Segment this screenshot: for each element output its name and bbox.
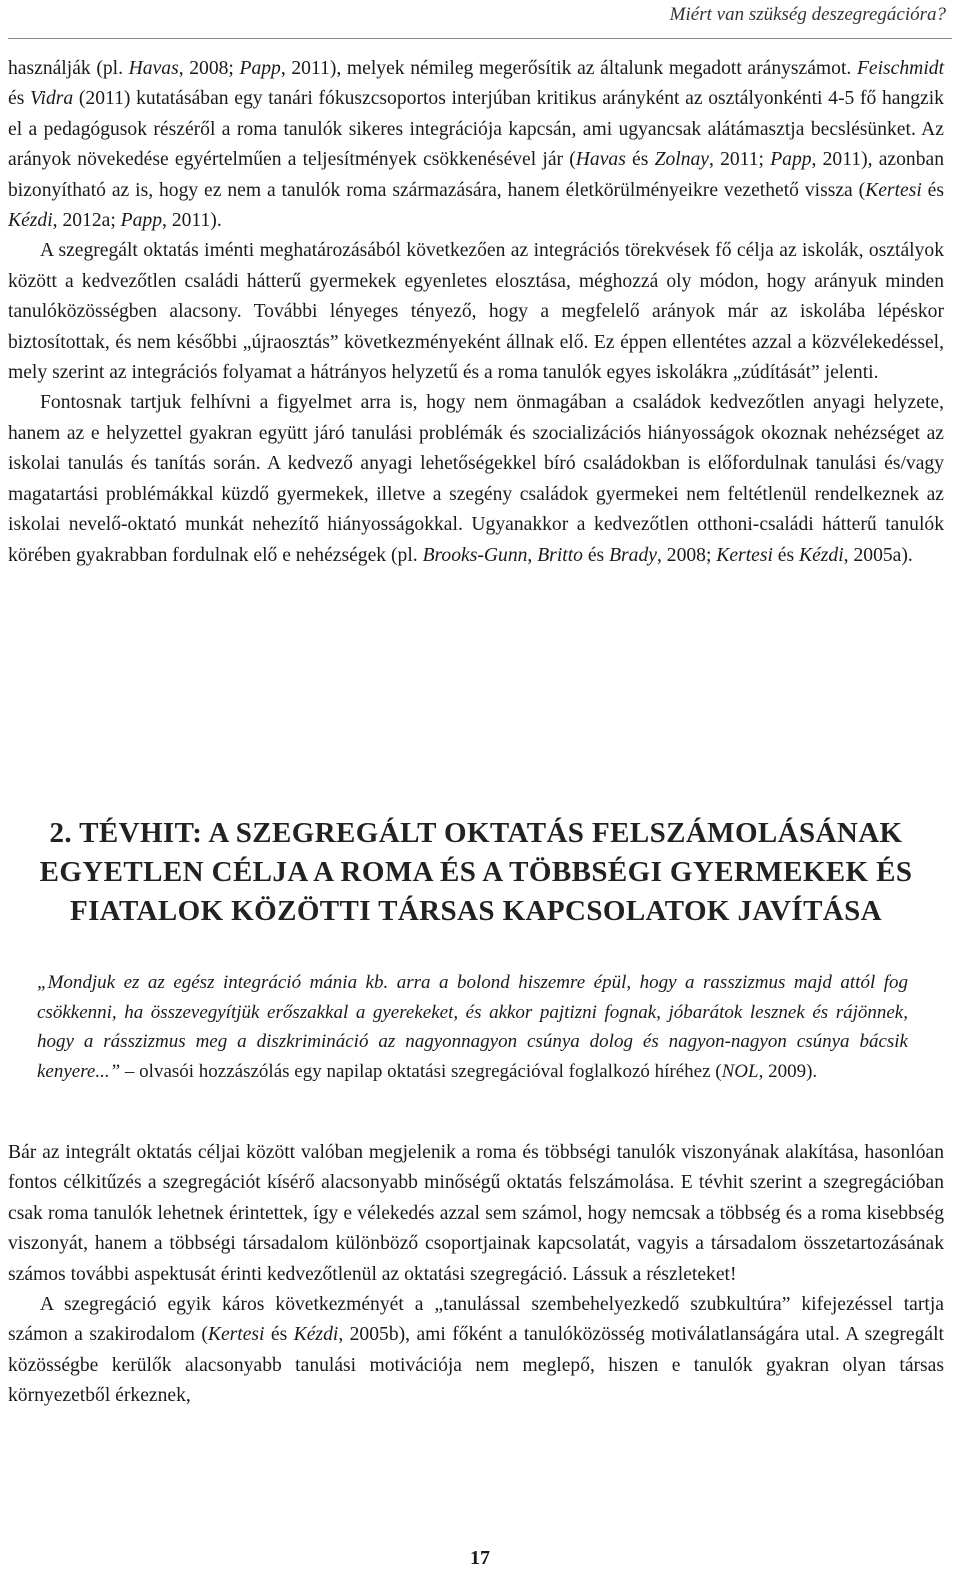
italic-citation: Kézdi bbox=[293, 1324, 339, 1346]
italic-citation: Havas bbox=[128, 58, 179, 79]
body-paragraph: A szegregáció egyik káros következményét a „tanulással szembehelyezkedő szubkultúra” kifejezéssel tartja számon a szakirodalom (Kertesi és Kézdi, 2005b), ami főként a tanulóközösség motiválatlanságára utal. A szegregált közösségbe kerülők alacsonyabb tanulási motivációja nem meglepő, hiszen e tanulók gyakran olyan társas környezetből érkeznek, bbox=[8, 1294, 944, 1407]
body-paragraph: Fontosnak tartjuk felhívni a figyelmet arra is, hogy nem önmagában a családok kedvezőtlen anyagi helyzete, hanem az e helyzettel gyakran együtt járó tanulási problémák és szocializációs hiányosságok okoznak nehézséget az iskolai tanulás és tanítás során. A kedvező anyagi lehetőségekkel bíró családokban is előfordulnak tanulási és/vagy magatartási problémákkal küzdő gyermekek, illetve a szegény családok gyermekei nem feltétlenül rendelkeznek az iskolai nevelő-oktató munkát nehezítő hiányosságokkal. Ugyanakkor a kedvezőtlen otthoni-családi hátterű tanulók körében gyakrabban fordulnak elő e nehézségek (pl. Brooks-Gunn, Britto és Brady, 2008; Kertesi és Kézdi, 2005a). bbox=[8, 392, 944, 566]
page-number: 17 bbox=[470, 1547, 490, 1569]
header-rule bbox=[8, 38, 952, 39]
section-heading-line-1: 2. TÉVHIT: A SZEGREGÁLT OKTATÁS FELSZÁMOLÁSÁNAK bbox=[49, 817, 903, 849]
section-heading-line-3: FIATALOK KÖZÖTTI TÁRSAS KAPCSOLATOK JAVÍTÁSA bbox=[69, 895, 883, 927]
top-text-block bbox=[8, 54, 944, 571]
italic-citation: Kézdi bbox=[799, 544, 844, 566]
italic-citation: Brady bbox=[609, 544, 657, 566]
body-paragraph: A szegregált oktatás iménti meghatározásából következően az integrációs törekvések fő célja az iskolák, osztályok között a kedvezőtlen családi hátterű gyermekek egyenletes elosztása, méghozzá oly módon, hogy arányuk minden tanulóközösségben alacsony. További lényeges tényező, hogy a megfelelő arányok már az iskolába lépéskor biztosítottak, és nem későbbi „újraosztás” következményeként állnak elő. Ez éppen ellentétes azzal a közvélekedéssel, mely szerint az integrációs folyamat a hátrányos helyzetű és a roma tanulók egyes iskolákra „zúdítását” jelenti. bbox=[8, 240, 944, 384]
italic-citation: Britto bbox=[537, 544, 583, 566]
italic-citation: Papp bbox=[770, 149, 812, 171]
epigraph-quote bbox=[37, 968, 908, 1086]
italic-citation: Feischmidt bbox=[856, 58, 945, 79]
italic-citation: Zolnay bbox=[654, 149, 709, 171]
italic-citation: Havas bbox=[575, 149, 626, 171]
italic-citation: Kézdi bbox=[8, 210, 53, 232]
body-paragraph: Bár az integrált oktatás céljai között valóban megjelenik a roma és többségi tanulók viszonyának alakítása, hasonlóan fontos célkitűzés a szegregációt kísérő alacsonyabb minőségű oktatás felszámolása. E tévhit szerint a szegregációban csak roma tanulók lehetnek érintettek, így e vélekedés azzal sem számol, hogy nemcsak a többség és a roma kisebbség viszonyát, hanem a többségi társadalom különböző csoportjainak kapcsolatát, vagyis a társadalom összetartozásának számos további aspektusát érinti kedvezőtlenül az oktatási szegregáció. Lássuk a részleteket! bbox=[8, 1142, 944, 1285]
italic-citation: „Mondjuk ez az egész integráció mánia kb. arra a bolond hiszemre épül, hogy a rasszizmus majd attól fog csökkenni, ha összevegyítjük erőszakkal a gyerekeket, és akkor pajtizni fognak, jóbarátok lesznek és rájönnek, hogy a rásszizmus meg a diszkrimináció az nagyonnagyon csúnya dolog és nagyon-nagyon csúnya bácsik kenyere...” bbox=[37, 972, 908, 1082]
italic-citation: Brooks-Gunn bbox=[422, 544, 528, 566]
section-heading bbox=[8, 814, 944, 931]
italic-citation: Kertesi bbox=[207, 1324, 265, 1346]
running-head: Miért van szükség deszegregációra? bbox=[669, 4, 946, 25]
body-paragraph: használják (pl. Havas, 2008; Papp, 2011), melyek némileg megerősítik az általunk megadott arányszámot. Feischmidt és Vidra (2011) kutatásában egy tanári fókuszcsoportos interjúban kritikus arányként az osztályonkénti 4-5 fő hangzik el a pedagógusok részéről a roma tanulók sikeres integrációja kapcsán, ami ugyancsak alátámasztja becslésünket. Az arányok növekedése egyértelműen a teljesítmények csökkenésével jár (Havas és Zolnay, 2011; Papp, 2011), azonban bizonyítható az is, hogy ez nem a tanulók roma származására, hanem életkörülményeikre vezethető vissza (Kertesi és Kézdi, 2012a; Papp, 2011). bbox=[8, 58, 945, 232]
italic-citation: NOL bbox=[721, 1060, 759, 1082]
italic-citation: Kertesi bbox=[716, 544, 773, 566]
italic-citation: Papp bbox=[239, 58, 281, 79]
italic-citation: Vidra bbox=[30, 88, 74, 110]
epigraph-quote-text: „Mondjuk ez az egész integráció mánia kb. arra a bolond hiszemre épül, hogy a rasszizmus majd attól fog csökkenni, ha összevegyítjük erőszakkal a gyerekeket, és akkor pajtizni fognak, jóbarátok lesznek és rájönnek, hogy a rásszizmus meg a diszkrimináció az nagyonnagyon csúnya dolog és nagyon-nagyon csúnya bácsik kenyere...” – olvasói hozzászólás egy napilap oktatási szegregációval foglalkozó híréhez (NOL, 2009). bbox=[37, 972, 908, 1082]
section-heading-line-2: EGYETLEN CÉLJA A ROMA ÉS A TÖBBSÉGI GYERMEKEK ÉS bbox=[39, 856, 913, 888]
bottom-text-block bbox=[8, 1138, 944, 1412]
italic-citation: Papp bbox=[120, 210, 163, 232]
italic-citation: Kertesi bbox=[865, 179, 922, 201]
